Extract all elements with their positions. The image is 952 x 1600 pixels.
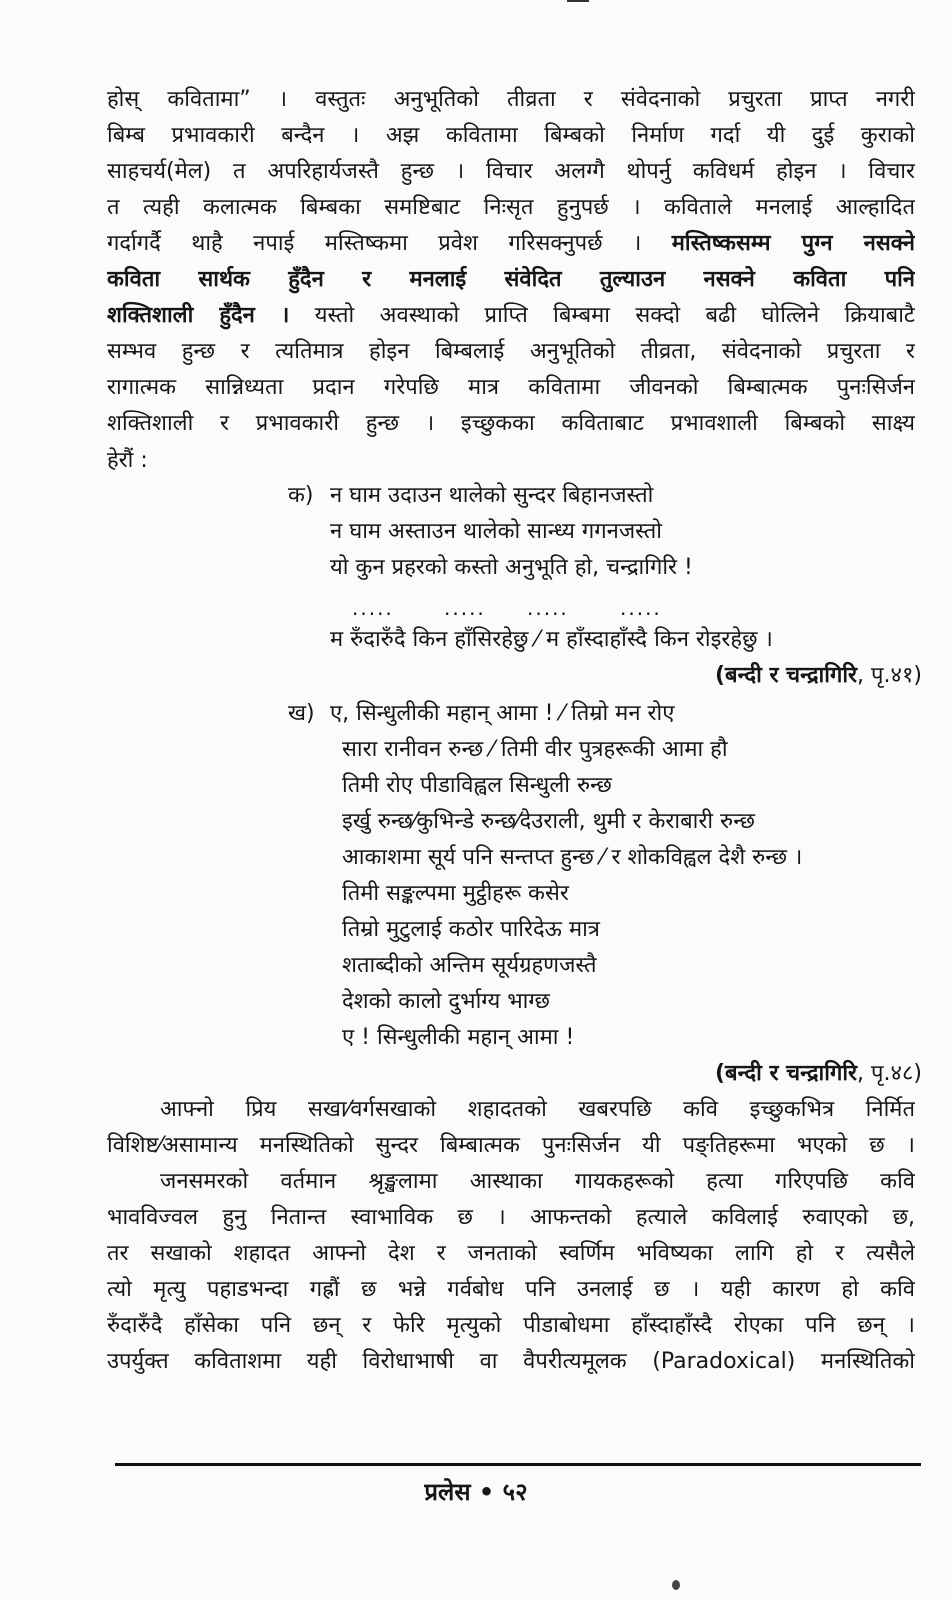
body-line-mixed	[107, 298, 915, 334]
body-line: रुँदारुँदै हाँसेका पनि छन् र फेरि मृत्युको पीडाबोधमा हाँस्दाहाँस्दै रोएका पनि छन् ।	[107, 1313, 915, 1338]
body-line: उपर्युक्त कविताशमा यही विरोधाभाषी वा वैपरीत्यमूलक (Paradoxical) मनस्थितिको	[107, 1349, 915, 1374]
scan-spot	[672, 1580, 680, 1590]
verse-marker-kha: ख)	[288, 701, 315, 726]
verse-line: इर्खु रुन्छ⁄कुभिन्डे रुन्छ⁄देउराली, थुमी र केराबारी रुन्छ	[342, 809, 755, 834]
body-line: त त्यही कलात्मक बिम्बका समष्टिबाट निःसृत हुनुपर्छ । कविताले मनलाई आल्हादित	[107, 195, 915, 220]
scan-mark	[567, 0, 589, 2]
verse-line: देशको कालो दुर्भाग्य भाग्छ	[342, 989, 550, 1014]
verse-line: आकाशमा सूर्य पनि सन्तप्त हुन्छ ⁄ र शोकविह्वल देशै रुन्छ ।	[342, 845, 803, 870]
body-line: विशिष्ट⁄असामान्य मनस्थितिको सुन्दर बिम्बात्मक पुनःसिर्जन यी पङ्तिहरूमा भएको छ ।	[107, 1133, 915, 1158]
footer-rule	[115, 1463, 921, 1466]
verse-marker-ka: क)	[288, 483, 314, 508]
body-line-mixed	[107, 226, 915, 262]
ellipsis: .....	[352, 596, 394, 620]
citation-page: , पृ.४८)	[857, 1061, 922, 1086]
verse-line: तिम्रो मुटुलाई कठोर पारिदेऊ मात्र	[342, 917, 600, 942]
ellipsis: .....	[527, 596, 569, 620]
page-footer: प्रलेस • ५२	[424, 1478, 528, 1506]
body-line: त्यो मृत्यु पहाडभन्दा गह्रौं छ भन्ने गर्वबोध पनि उनलाई छ । यही कारण हो कवि	[107, 1277, 915, 1302]
emphasis-text: मस्तिष्कसम्म पुग्न नसक्ने	[671, 231, 915, 256]
body-text: गर्दागर्दै थाहै नपाई मस्तिष्कमा प्रवेश गरिसक्नुपर्छ ।	[107, 231, 642, 256]
body-line: जनसमरको वर्तमान श्रृङ्खलामा आस्थाका गायकहरूको हत्या गरिएपछि कवि	[160, 1169, 915, 1194]
body-line: सम्भव हुन्छ र त्यतिमात्र होइन बिम्बलाई अनुभूतिको तीव्रता, संवेदनाको प्रचुरता र	[107, 339, 915, 364]
body-line: भावविज्वल हुनु नितान्त स्वाभाविक छ । आफन्तको हत्याले कविलाई रुवाएको छ,	[107, 1205, 915, 1230]
body-line: तर सखाको शहादत आफ्नो देश र जनताको स्वर्णिम भविष्यका लागि हो र त्यसैले	[107, 1241, 915, 1266]
citation-title: (बन्दी र चन्द्रागिरि	[715, 1061, 858, 1086]
ellipsis: .....	[620, 596, 662, 620]
verse-line: शताब्दीको अन्तिम सूर्यग्रहणजस्तै	[342, 953, 597, 978]
emphasis-text: शक्तिशाली हुँदैन ।	[107, 303, 290, 328]
ellipsis: .....	[444, 596, 486, 620]
body-text: यस्तो अवस्थाको प्राप्ति बिम्बमा सक्दो बढी घोत्लिने क्रियाबाटै	[314, 303, 915, 328]
body-line: होस् कवितामा” । वस्तुतः अनुभूतिको तीव्रता र संवेदनाको प्रचुरता प्राप्त नगरी	[107, 87, 915, 112]
verse-line: ए, सिन्धुलीकी महान् आमा ! ⁄ तिम्रो मन रोए	[330, 701, 675, 726]
emphasis-line: कविता सार्थक हुँदैन र मनलाई संवेदित तुल्याउन नसक्ने कविता पनि	[107, 267, 915, 292]
verse-line: सारा रानीवन रुन्छ ⁄ तिमी वीर पुत्रहरूकी आमा हौ	[342, 737, 728, 762]
verse-line: तिमी सङ्कल्पमा मुट्ठीहरू कसेर	[342, 881, 569, 906]
lead-in: हेरौं :	[107, 448, 148, 473]
body-line: साहचर्य(मेल) त अपरिहार्यजस्तै हुन्छ । विचार अलग्गै थोपर्नु कविधर्म होइन । विचार	[107, 159, 915, 184]
verse-line: न घाम अस्ताउन थालेको सान्ध्य गगनजस्तो	[330, 519, 662, 544]
citation	[715, 658, 922, 694]
verse-line: न घाम उदाउन थालेको सुन्दर बिहानजस्तो	[330, 483, 654, 508]
citation	[715, 1056, 922, 1092]
verse-line: म रुँदारुँदै किन हाँसिरहेछु ⁄ म हाँस्दाहाँस्दै किन रोइरहेछु ।	[330, 627, 773, 652]
body-line: शक्तिशाली र प्रभावकारी हुन्छ । इच्छुकका कविताबाट प्रभावशाली बिम्बको साक्ष्य	[107, 411, 915, 436]
verse-line: ए ! सिन्धुलीकी महान् आमा !	[342, 1025, 575, 1050]
verse-line: तिमी रोए पीडाविह्वल सिन्धुली रुन्छ	[342, 773, 612, 798]
citation-page: , पृ.४१)	[857, 663, 922, 688]
verse-line: यो कुन प्रहरको कस्तो अनुभूति हो, चन्द्रागिरि !	[330, 555, 693, 580]
body-line: आफ्नो प्रिय सखा⁄वर्गसखाको शहादतको खबरपछि कवि इच्छुकभित्र निर्मित	[160, 1097, 915, 1122]
citation-title: (बन्दी र चन्द्रागिरि	[715, 663, 858, 688]
body-line: रागात्मक सान्निध्यता प्रदान गरेपछि मात्र कवितामा जीवनको बिम्बात्मक पुनःसिर्जन	[107, 375, 915, 400]
body-line: बिम्ब प्रभावकारी बन्दैन । अझ कवितामा बिम्बको निर्माण गर्दा यी दुई कुराको	[107, 123, 915, 148]
